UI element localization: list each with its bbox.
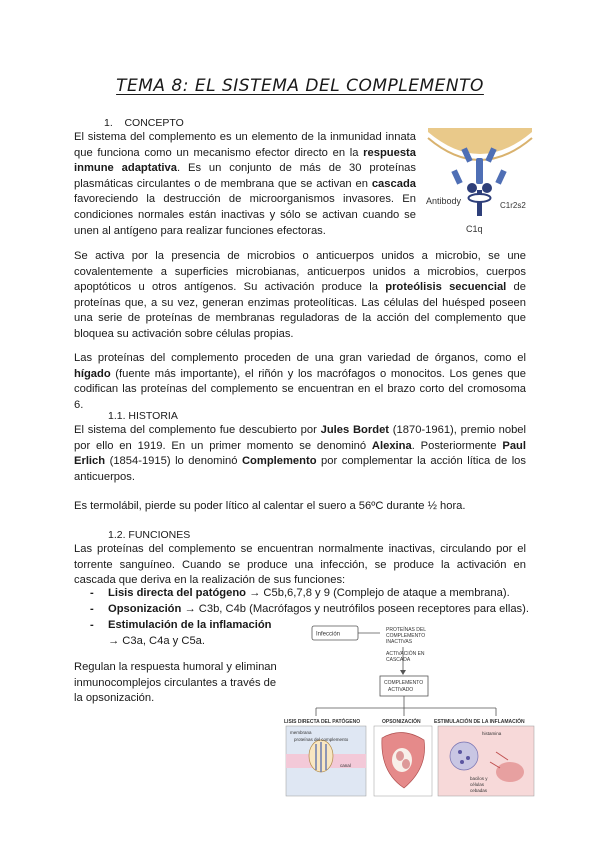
diagram-label-proteinas: proteínas del complemento [294,737,349,742]
diagram-arrow-label-1: ACTIVACIÓN EN [386,651,425,657]
diagram-label-bacilos-2: células [470,782,485,787]
diagram-arrow-label-2: CASCADA [386,657,411,663]
complement-activation-diagram [276,622,538,798]
diagram-panel-opsonizacion [374,726,432,796]
function-item-inflamacion: - Estimulación de la inflamación → C3a, C4a y C5a. [90,617,288,649]
diagram-col1-title: LISIS DIRECTA DEL PATÓGENO [284,719,361,725]
function-item-opsonizacion: - Opsonización → C3b, C4b (Macrófagos y neutrófilos poseen receptores para ellas). [90,601,550,617]
diagram-label-bacilos-3: cebadas [470,788,488,793]
diagram-label-canal: canal [340,763,351,768]
diagram-label-membrana: membrana [290,730,312,735]
paragraph-termolabil: Es termolábil, pierde su poder lítico al calentar el suero a 56ºC durante ½ hora. [74,500,466,512]
diagram-label-bacilos-1: bacilos y [470,776,488,781]
function-item-lisis: - Lisis directa del patógeno → C5b,6,7,8 y 9 (Complejo de ataque a membrana). [90,585,550,601]
diagram-arrowhead-2 [400,670,406,675]
c1q-complex [467,183,492,216]
antibody-c1-figure [424,128,536,240]
section-1-number: 1. [104,117,113,129]
paragraph-funciones: Las proteínas del complemento se encuentran normalmente inactivas, circulando por el torrente sanguíneo. Cuando se produce una infección, se produce la activación en cascada que deriva en la realización de sus funciones: [74,543,526,587]
diagram-box1-line3: INACTIVAS [386,639,413,645]
paragraph-concepto: El sistema del complemento es un elemento de la inmunidad innata que funciona como un mecanismo efector directo en la respuesta inmune adaptativa. Es un conjunto de más de 30 proteínas plasmáticas circulantes o de membrana que se activan en cascada favoreciendo la destrucción de microorganismos invasores. En condiciones normales están inactivas y sólo se activan cuando se unen al antígeno para realizar funciones efectoras. [74,131,416,237]
diagram-panel-lisis [286,726,366,796]
page-title: TEMA 8: EL SISTEMA DEL COMPLEMENTO [116,76,484,96]
diagram-panel-inflamacion [438,726,534,796]
section-1-title: CONCEPTO [124,117,184,129]
diagram-box2 [380,676,428,696]
label-c1q: C1q [466,224,483,234]
diagram-col3-title: ESTIMULACIÓN DE LA INFLAMACIÓN [434,719,525,725]
section-1-heading [104,117,184,129]
diagram-box2-line1: COMPLEMENTO [384,680,424,686]
diagram-box1-line2: COMPLEMENTO [386,633,426,639]
label-c1r2s2: C1r2s2 [500,201,526,210]
diagram-col2-title: OPSONIZACIÓN [382,719,421,725]
paragraph-origen: Las proteínas del complemento proceden de una gran variedad de órganos, como el hígado (fuente más importante), el riñón y los macrófagos o monocitos. Los genes que codifican las proteínas del complemento se encuentran en el brazo corto del cromosoma 6. [74,352,526,411]
paragraph-activacion: Se activa por la presencia de microbios o anticuerpos unidos a microbio, se une covalentemente a superficies microbianas, anticuerpos unidos a microbios, cuerpos apoptóticos u otros antígenos. Su activación produce la proteólisis secuencial de proteínas que, a su vez, generan enzimas proteolíticas. Las células del huésped poseen una serie de proteínas de membranas reguladoras de la acción del complemento que bloquea su activación sobre células propias. [74,250,527,340]
paragraph-regulacion: Regulan la respuesta humoral y eliminan inmunocomplejos circulantes a través de la opsonización. [74,661,277,705]
diagram-label-histamina: histamina [482,731,502,736]
paragraph-historia: El sistema del complemento fue descubierto por Jules Bordet (1870-1961), premio nobel por ello en 1919. En un primer momento se denominó Alexina. Posteriormente Paul Erlich (1854-1915) lo denominó Complemento por complementar la acción lítica de los anticuerpos. [74,424,527,483]
diagram-box2-line2: ACTIVADO [388,687,414,693]
diagram-infeccion-label: Infección [316,631,341,638]
diagram-box1-line1: PROTEÍNAS DEL [386,627,427,633]
label-antibody: Antibody [426,196,462,206]
section-1-1-heading: 1.1. HISTORIA [108,410,178,422]
section-1-2-heading: 1.2. FUNCIONES [108,529,191,541]
